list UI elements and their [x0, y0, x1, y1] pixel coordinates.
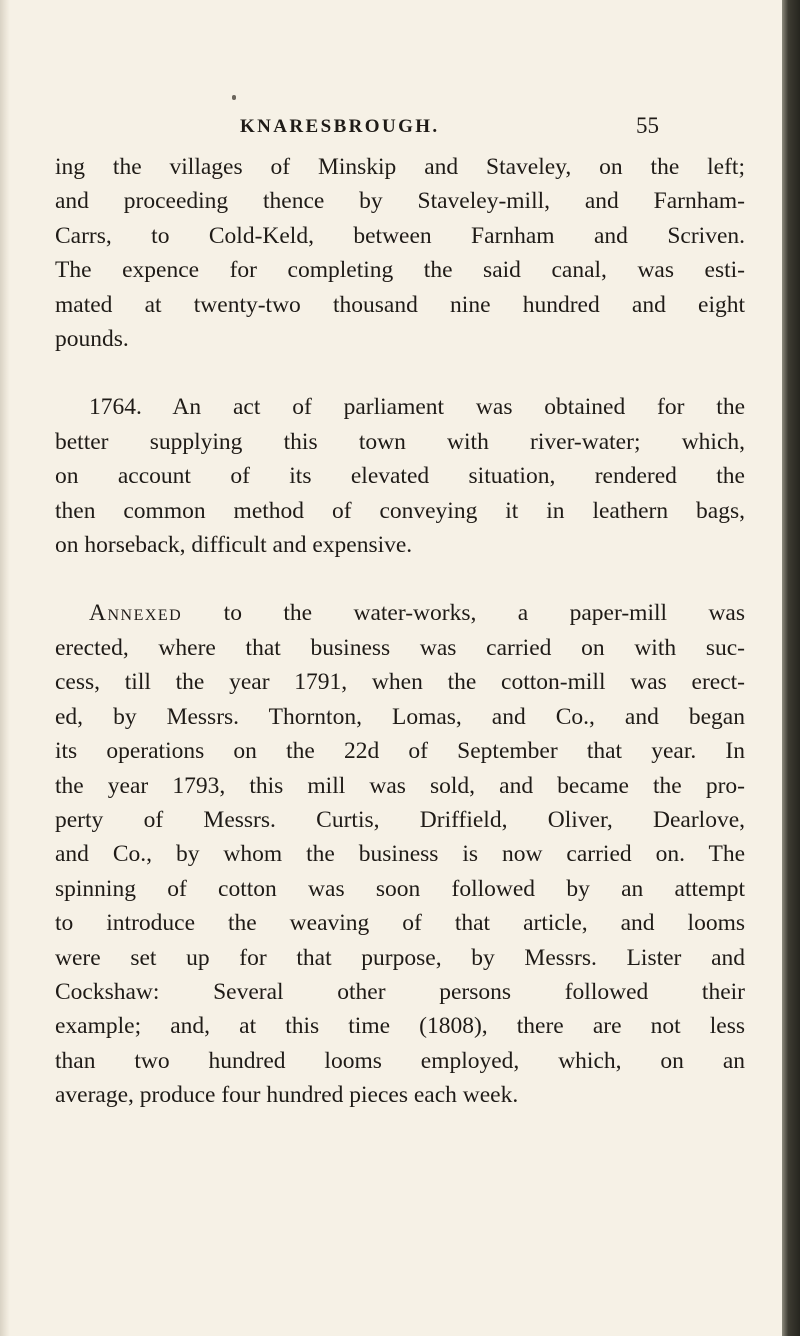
- text-line: perty of Messrs. Curtis, Driffield, Oliver, Dearlove,: [55, 806, 745, 833]
- text-line: ed, by Messrs. Thornton, Lomas, and Co., and began: [55, 703, 745, 730]
- text-line: Cockshaw: Several other persons followed their: [55, 978, 745, 1005]
- text-line: than two hundred looms employed, which, on an: [55, 1047, 745, 1074]
- page-left-edge: [0, 0, 10, 1336]
- ink-speck: [232, 95, 236, 100]
- book-binding-edge: [782, 0, 800, 1336]
- text-line: The expence for completing the said canal, was esti-: [55, 257, 745, 284]
- text-line: cess, till the year 1791, when the cotton-mill was erect-: [55, 669, 745, 696]
- text-line: mated at twenty-two thousand nine hundred and eight: [55, 291, 745, 318]
- paragraph-canal: [55, 150, 745, 356]
- page-header: [0, 113, 800, 146]
- lead-word: Annexed: [89, 600, 183, 627]
- text-line: were set up for that purpose, by Messrs. Lister and: [55, 944, 745, 971]
- text-line: erected, where that business was carried on with suc-: [55, 634, 745, 661]
- text-line: 1764. An act of parliament was obtained for the: [89, 394, 745, 421]
- text-line: the year 1793, this mill was sold, and became the pro-: [55, 772, 745, 799]
- text-line: Annexed to the water-works, a paper-mill was: [89, 600, 745, 627]
- text-line: its operations on the 22d of September that year. In: [55, 738, 745, 765]
- text-line: and Co., by whom the business is now carried on. The: [55, 841, 745, 868]
- text-line: then common method of conveying it in leathern bags,: [55, 497, 745, 524]
- body-text: [55, 150, 745, 1113]
- text-line: average, produce four hundred pieces each week.: [55, 1082, 519, 1109]
- text-line: on horseback, difficult and expensive.: [55, 532, 413, 559]
- text-line: pounds.: [55, 326, 129, 353]
- text-line: to introduce the weaving of that article, and looms: [55, 910, 745, 937]
- text-line: and proceeding thence by Staveley-mill, and Farnham-: [55, 188, 745, 215]
- running-head: KNARESBROUGH.: [240, 116, 440, 137]
- page-number: 55: [636, 113, 659, 138]
- text-line: ing the villages of Minskip and Staveley, on the left;: [55, 154, 745, 180]
- paragraph-annexed: [55, 596, 745, 1112]
- text-line: example; and, at this time (1808), there are not less: [55, 1013, 745, 1040]
- text-line: spinning of cotton was soon followed by an attempt: [55, 875, 745, 902]
- text-line: on account of its elevated situation, rendered the: [55, 463, 745, 490]
- text-line: better supplying this town with river-water; which,: [55, 428, 745, 455]
- text-line: Carrs, to Cold-Keld, between Farnham and Scriven.: [55, 222, 745, 249]
- paragraph-1764: [55, 390, 745, 562]
